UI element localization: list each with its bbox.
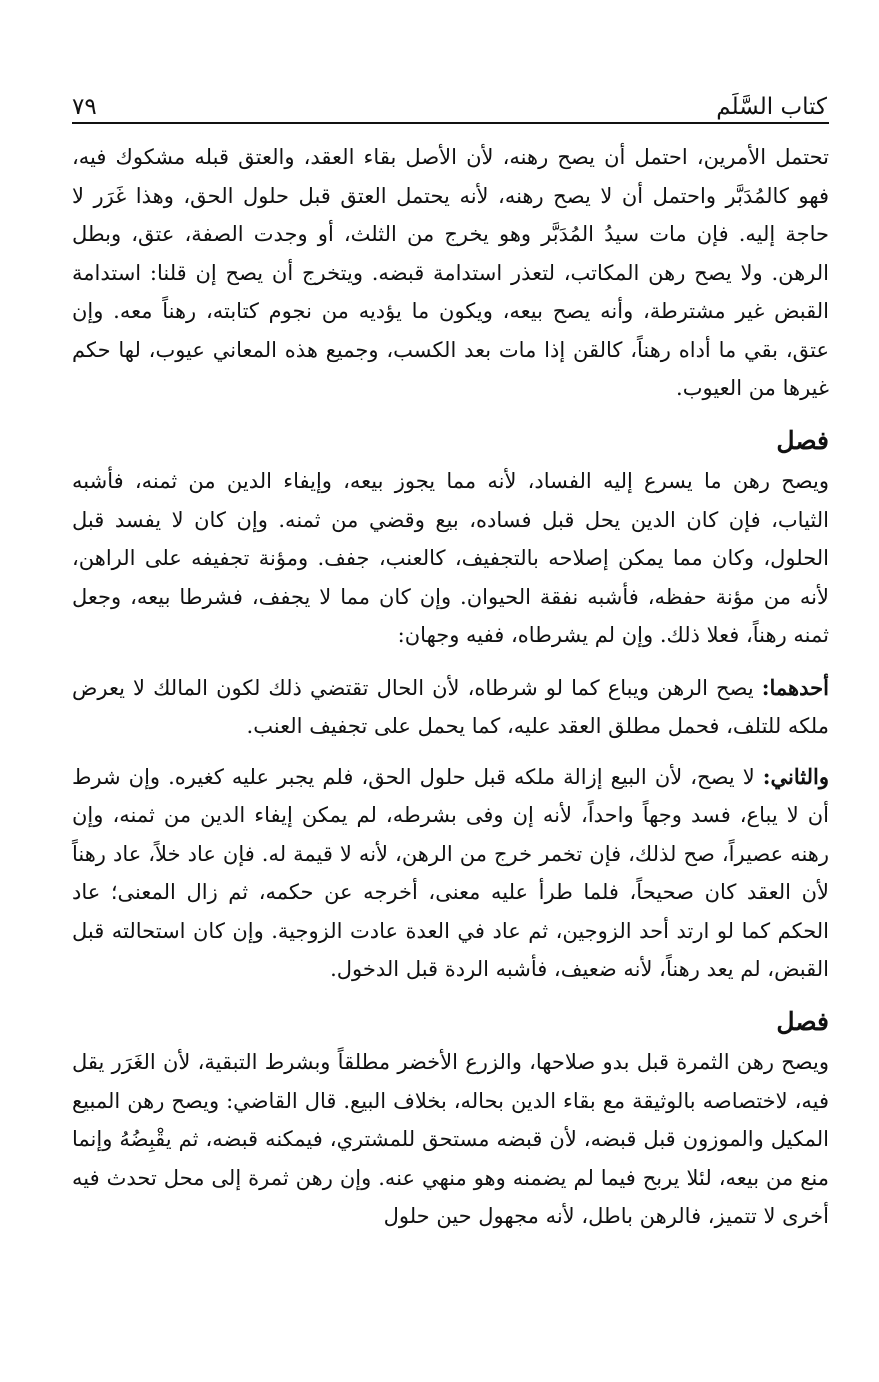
paragraph-3-label: أحدهما:: [761, 674, 829, 700]
paragraph-1: تحتمل الأمرين، احتمل أن يصح رهنه، لأن الأصل بقاء العقد، والعتق قبله مشكوك فيه، فهو كالمُدَبَّر واحتمل أن لا يصح رهنه، لأنه يحتمل العتق قبل حلول الحق، وهذا غَرَر لا حاجة إليه. فإن مات سيدُ المُدَبَّر وهو يخرج من الثلث، أو وجدت الصفة، عتق، وبطل الرهن. ولا يصح رهن المكاتب، لتعذر استدامة قبضه. ويتخرج أن يصح إن قلنا: استدامة القبض غير مشترطة، وأنه يصح بيعه، ويكون ما يؤديه من نجوم كتابته، رهناً معه. وإن عتق، بقي ما أداه رهناً، كالقن إذا مات بعد الكسب، وجميع هذه المعاني عيوب، لها حكم غيرها من العيوب.: [72, 145, 829, 400]
paragraph-3-text: يصح الرهن ويباع كما لو شرطاه، لأن الحال تقتضي ذلك لكون المالك لا يعرض ملكه للتلف، فحمل مطلق العقد عليه، كما يحمل على تجفيف العنب.: [72, 675, 829, 738]
paragraph-2: ويصح رهن ما يسرع إليه الفساد، لأنه مما يجوز بيعه، وإيفاء الدين من ثمنه، فأشبه الثياب، فإن كان الدين يحل قبل فساده، بيع وقضي من ثمنه. وإن كان لا يفسد قبل الحلول، وكان مما يمكن إصلاحه بالتجفيف، كالعنب، جفف. ومؤنة تجفيفه على الراهن، لأنه من مؤنة حفظه، فأشبه نفقة الحيوان. وإن كان مما لا يجفف، فشرطا بيعه، وجعل ثمنه رهناً، فعلا ذلك. وإن لم يشرطاه، ففيه وجهان:: [72, 469, 829, 647]
header-rule: [72, 122, 829, 124]
paragraph-4: [72, 758, 829, 989]
paragraph-3: [72, 669, 829, 746]
running-header: [72, 86, 827, 120]
paragraph-4-text: لا يصح، لأن البيع إزالة ملكه قبل حلول الحق، فلم يجبر عليه كغيره. وإن شرط أن لا يباع، فسد وجهاً واحداً، لأنه إن وفى بشرطه، لم يمكن إيفاء الدين من ثمنه، وإن رهنه عصيراً، صح لذلك، فإن تخمر خرج من الرهن، لأنه لا قيمة له. فإن عاد خلاً، عاد رهناً لأن العقد كان صحيحاً، فلما طرأ عليه معنى، أخرجه عن حكمه، ثم زال المعنى؛ عاد الحكم كما لو ارتد أحد الزوجين، ثم عاد في العدة عادت الزوجية. وإن كان استحالته قبل القبض، لم يعد رهناً، لأنه ضعيف، فأشبه الردة قبل الدخول.: [72, 764, 829, 981]
paragraph-5: ويصح رهن الثمرة قبل بدو صلاحها، والزرع الأخضر مطلقاً وبشرط التبقية، لأن الغَرَر يقل فيه، لاختصاصه بالوثيقة مع بقاء الدين بحاله، بخلاف البيع. قال القاضي: ويصح رهن المبيع المكيل والموزون قبل قبضه، لأن قبضه مستحق للمشتري، فيمكنه قبضه، ثم يقْبِضُهُ وإنما منع من بيعه، لئلا يربح فيما لم يضمنه وهو منهي عنه. وإن رهن ثمرة إلى محل تحدث فيه أخرى لا تتميز، فالرهن باطل، لأنه مجهول حين حلول: [72, 1050, 829, 1228]
running-title: كتاب السَّلَم: [716, 94, 827, 120]
main-text: [72, 138, 829, 1236]
page-number: ٧٩: [72, 94, 97, 120]
section-heading-2: فصل: [776, 1006, 829, 1036]
section-heading-1: فصل: [776, 425, 829, 455]
paragraph-4-label: والثاني:: [762, 763, 829, 789]
